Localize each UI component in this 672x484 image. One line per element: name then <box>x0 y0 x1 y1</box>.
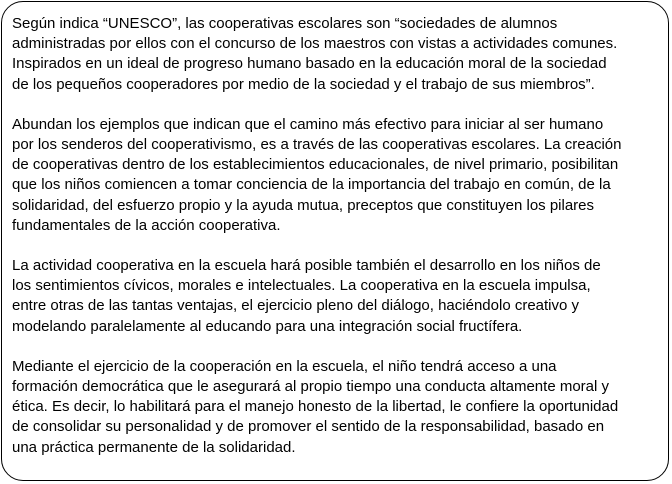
text-line: Abundan los ejemplos que indican que el camino más efectivo para iniciar al ser humano <box>12 115 604 133</box>
paragraph-cooperative-activity <box>12 256 664 337</box>
text-line: modelando paralelamente al educando para una integración social fructífera. <box>12 317 523 335</box>
text-line: ética. Es decir, lo habilitará para el manejo honesto de la libertad, le confiere la oportunidad <box>12 398 619 416</box>
paragraph-unesco-definition <box>12 14 664 95</box>
text-line: de cooperativas dentro de los establecimientos educacionales, de nivel primario, posibilitan <box>12 156 619 174</box>
text-line: de consolidar su personalidad y de promover el sentido de la responsabilidad, basado en <box>12 418 605 436</box>
text-line: que los niños comiencen a tomar conciencia de la importancia del trabajo en común, de la <box>12 176 611 194</box>
text-line: solidaridad, del esfuerzo propio y la ayuda mutua, preceptos que constituyen los pilares <box>12 196 595 214</box>
paragraph-school-cooperatives <box>12 115 664 236</box>
text-line: administradas por ellos con el concurso de los maestros con vistas a actividades comunes. <box>12 35 618 53</box>
text-line: entre otras de las tantas ventajas, el ejercicio pleno del diálogo, haciéndolo creativo y <box>12 297 580 315</box>
text-line: fundamentales de la acción cooperativa. <box>12 216 281 234</box>
text-line: Inspirados en un ideal de progreso humano basado en la educación moral de la sociedad <box>12 55 607 73</box>
text-line: de los pequeños cooperadores por medio de la sociedad y el trabajo de sus miembros”. <box>12 75 595 93</box>
text-line: La actividad cooperativa en la escuela hará posible también el desarrollo en los niños de <box>12 257 601 275</box>
text-box-content <box>12 14 664 458</box>
text-line: Según indica “UNESCO”, las cooperativas escolares son “sociedades de alumnos <box>12 15 558 32</box>
text-line: Mediante el ejercicio de la cooperación en la escuela, el niño tendrá acceso a una <box>12 357 557 375</box>
text-line: por los senderos del cooperativismo, es a través de las cooperativas escolares. La creación <box>12 136 622 154</box>
text-line: una práctica permanente de la solidaridad. <box>12 438 296 456</box>
text-line: formación democrática que le asegurará al propio tiempo una conducta altamente moral y <box>12 378 609 396</box>
text-line: los sentimientos cívicos, morales e intelectuales. La cooperativa en la escuela impulsa, <box>12 277 591 295</box>
paragraph-democratic-formation <box>12 357 664 458</box>
